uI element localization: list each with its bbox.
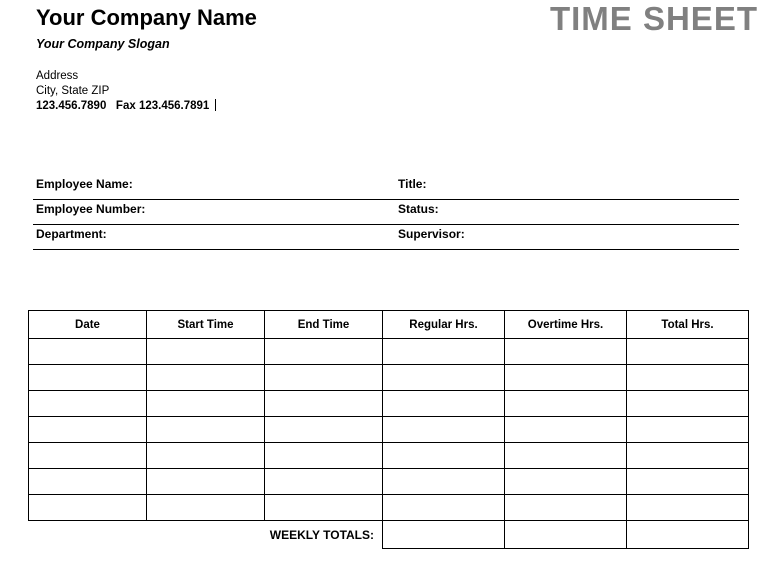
cell-start-time[interactable] — [147, 417, 265, 443]
table-row — [29, 391, 749, 417]
cell-end-time[interactable] — [265, 417, 383, 443]
status-label: Status: — [398, 202, 439, 216]
employee-info-row — [33, 175, 739, 200]
weekly-total-overtime-hours[interactable] — [505, 521, 627, 549]
cell-regular-hours[interactable] — [383, 469, 505, 495]
weekly-totals-row — [29, 521, 749, 549]
employee-number-label: Employee Number: — [36, 202, 146, 216]
employee-name-label: Employee Name: — [36, 177, 133, 191]
column-header-regular-hours: Regular Hrs. — [383, 311, 505, 339]
totals-spacer — [147, 521, 265, 549]
weekly-totals-label: WEEKLY TOTALS: — [269, 527, 374, 542]
cell-regular-hours[interactable] — [383, 495, 505, 521]
cell-date[interactable] — [29, 417, 147, 443]
column-header-end-time: End Time — [265, 311, 383, 339]
cell-end-time[interactable] — [265, 365, 383, 391]
cell-total-hours[interactable] — [627, 469, 749, 495]
column-header-start-time: Start Time — [147, 311, 265, 339]
cell-regular-hours[interactable] — [383, 417, 505, 443]
cell-total-hours[interactable] — [627, 495, 749, 521]
cell-date[interactable] — [29, 495, 147, 521]
cell-date[interactable] — [29, 339, 147, 365]
address-line: Address — [36, 70, 79, 82]
cell-overtime-hours[interactable] — [505, 469, 627, 495]
cell-regular-hours[interactable] — [383, 391, 505, 417]
table-row — [29, 443, 749, 469]
cell-date[interactable] — [29, 443, 147, 469]
sheet-title: TIME SHEET — [549, 0, 758, 37]
cell-overtime-hours[interactable] — [505, 495, 627, 521]
column-header-overtime-hours: Overtime Hrs. — [505, 311, 627, 339]
cell-end-time[interactable] — [265, 443, 383, 469]
cell-date[interactable] — [29, 391, 147, 417]
phone-fax-line: 123.456.7890 Fax 123.456.7891 — [36, 100, 210, 112]
cell-overtime-hours[interactable] — [505, 339, 627, 365]
cell-start-time[interactable] — [147, 495, 265, 521]
document-header — [0, 0, 772, 130]
title-label: Title: — [398, 177, 427, 191]
time-table-head — [29, 311, 749, 339]
company-slogan: Your Company Slogan — [36, 37, 170, 51]
cell-date[interactable] — [29, 365, 147, 391]
time-table-header-row — [29, 311, 749, 339]
cell-end-time[interactable] — [265, 339, 383, 365]
cell-total-hours[interactable] — [627, 391, 749, 417]
column-header-total-hours: Total Hrs. — [627, 311, 749, 339]
cell-end-time[interactable] — [265, 391, 383, 417]
company-name: Your Company Name — [36, 5, 257, 30]
cell-total-hours[interactable] — [627, 339, 749, 365]
table-row — [29, 495, 749, 521]
cell-total-hours[interactable] — [627, 365, 749, 391]
table-row — [29, 365, 749, 391]
weekly-total-total-hours[interactable] — [627, 521, 749, 549]
table-row — [29, 417, 749, 443]
cell-start-time[interactable] — [147, 469, 265, 495]
cell-start-time[interactable] — [147, 443, 265, 469]
cell-regular-hours[interactable] — [383, 339, 505, 365]
time-table-body — [29, 339, 749, 549]
cell-end-time[interactable] — [265, 469, 383, 495]
text-cursor-icon — [215, 99, 216, 111]
cell-total-hours[interactable] — [627, 417, 749, 443]
department-label: Department: — [36, 227, 107, 241]
cell-start-time[interactable] — [147, 365, 265, 391]
cell-overtime-hours[interactable] — [505, 391, 627, 417]
cell-overtime-hours[interactable] — [505, 443, 627, 469]
cell-end-time[interactable] — [265, 495, 383, 521]
table-row — [29, 469, 749, 495]
cell-start-time[interactable] — [147, 339, 265, 365]
phone-fax-row — [36, 99, 216, 114]
address-block — [36, 69, 216, 114]
cell-regular-hours[interactable] — [383, 365, 505, 391]
city-state-zip-line: City, State ZIP — [36, 85, 110, 97]
cell-start-time[interactable] — [147, 391, 265, 417]
column-header-date: Date — [29, 311, 147, 339]
weekly-total-regular-hours[interactable] — [383, 521, 505, 549]
cell-regular-hours[interactable] — [383, 443, 505, 469]
cell-date[interactable] — [29, 469, 147, 495]
employee-info-block — [33, 175, 739, 250]
employee-info-row — [33, 225, 739, 250]
cell-overtime-hours[interactable] — [505, 365, 627, 391]
time-entry-table — [28, 310, 749, 549]
supervisor-label: Supervisor: — [398, 227, 465, 241]
totals-spacer — [29, 521, 147, 549]
cell-overtime-hours[interactable] — [505, 417, 627, 443]
time-table-wrapper — [28, 310, 742, 549]
table-row — [29, 339, 749, 365]
cell-total-hours[interactable] — [627, 443, 749, 469]
employee-info-row — [33, 200, 739, 225]
